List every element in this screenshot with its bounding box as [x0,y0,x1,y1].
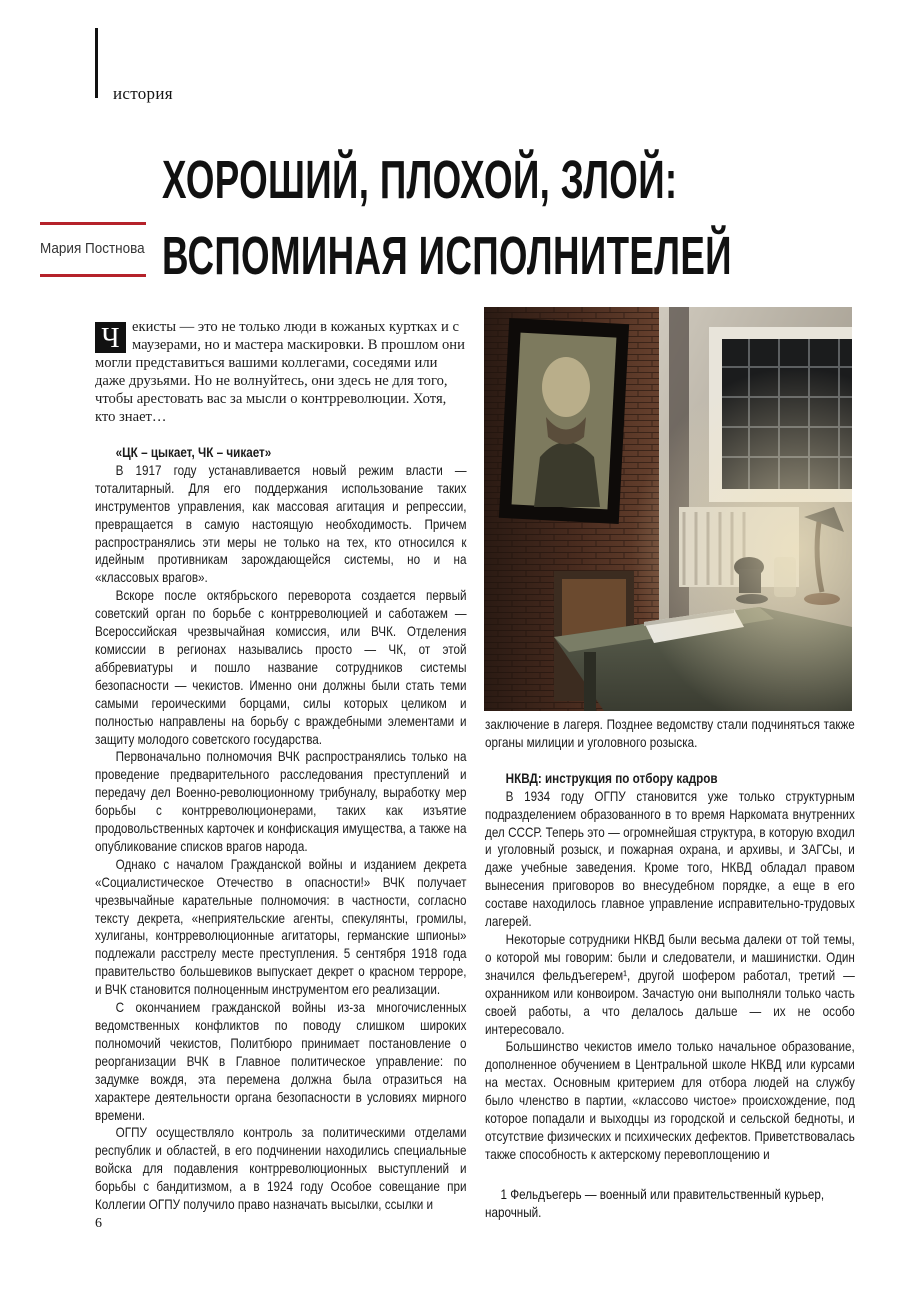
author-bottom-rule [40,274,146,277]
interrogation-room-photo [484,307,852,711]
paragraph: Однако с началом Гражданской войны и изданием декрета «Социалистическое Отечество в опасности!» ВЧК получает чрезвычайные карательные полномочия: в частности, согласно тексту декрета, «неприятельские агенты, спекулянты, громилы, хулиганы, контрреволюционные агитаторы, германские шпионы» подлежали расстрелу месте преступления. 5 сентября 1918 года правительство большевиков выпускает декрет о красном терроре, и ВЧК становится полноценным инструментом его реализации. [95,856,467,998]
section-label: история [113,84,173,103]
paragraph: С окончанием гражданской войны из-за многочисленных ведомственных конфликтов по поводу слишком широких полномочий чекистов, Политбюро принимает постановление о реорганизации ВЧК в Главное политическое управление: по задумке вождя, эта перемена должна была отразиться на характере деятельности органа безопасности в условиях мирного времени. [95,1000,467,1123]
photo-illustration [484,307,852,711]
paragraph: заключение в лагеря. Позднее ведомству стали подчиняться также органы милиции и уголовного розыска. [485,717,855,750]
subheading-cheka: «ЦК – цыкает, ЧК – чикает» [115,445,272,460]
footnote [485,1186,855,1222]
paragraph: Большинство чекистов имело только начальное образование, дополненное обучением в Центральной школе НКВД или курсами на местах. Основным критерием для отбора людей на службу было членство в партии, «классово чистое» происхождение, под которое попадали и выходцы из городской и сельской бедноты, и отсутствие физических и психических дефектов. Приветствовалась также способность к актерскому перевоплощению и [485,1039,855,1162]
author-top-rule [40,222,146,225]
paragraph: Вскоре после октябрьского переворота создается первый советский орган по борьбе с контрреволюцией и саботажем — Всероссийская чрезвычайная комиссия, или ВЧК. Отделения комиссии в регионах назывались просто — ЧК, от этой аббревиатуры и пошло название сотрудников системы безопасности — чекистов. Именно они должны были стать теми самыми героическими борцами, силы которых целиком и полностью направлены на борьбу с враждебными элементами и защиту молодого советского государства. [95,588,467,747]
paragraph: Некоторые сотрудники НКВД были весьма далеки от той темы, о которой мы говорим: были и следователи, и машинистки. Один значился фельдъегерем¹, другой шофером работал, третий — охранником или конвоиром. Зачастую они выполняли только часть своей работы, а что делалось дальше — их не особо интересовало. [485,931,855,1037]
lead-text: екисты — это не только люди в кожаных куртках и с маузерами, но и мастера маскировки. В прошлом они могли представиться вашими коллегами, соседями или даже друзьями. Но не волнуйтесь, они здесь не для того, чтобы арестовать вас за мысли о контрреволюции. Хотя, кто знает… [95,319,465,425]
lead-paragraph [95,318,467,426]
section-marker-bar [95,28,98,98]
subheading-nkvd: НКВД: инструкция по отбору кадров [505,770,718,786]
paragraph: В 1934 году ОГПУ становится уже только структурным подразделением образованного в то время Наркомата внутренних дел СССР. Теперь это — огромнейшая структура, в которую входил и уголовный розыск, и пожарная охрана, и архивы, и ЗАГСы, и даже учебные заведения. Кроме того, НКВД обладал правом вынесения приговоров во внесудебном порядке, а еще в его составе находилось главное управление исправительно-трудовых лагерей. [485,788,855,930]
paragraph: Первоначально полномочия ВЧК распространялись только на проведение предварительного расследования преступлений и передачу дел Военно-революционному трибуналу, выработку мер борьбы с контрреволюционерами, таких как изъятие продовольственных карточек и конфискация имущества, а также на опубликование списков врагов народа. [95,749,467,854]
left-text-column [95,444,467,1214]
paragraph: В 1917 году устанавливается новый режим власти — тоталитарный. Для его поддержания использование таких инструментов управления, как массовая агитация и репрессии, превращается в самую настоящую необходимость. Причем распространялись эти меры не только на тех, кто относился к идейным противникам зарождающейся системы, но и на «классовых врагов». [95,462,467,586]
paragraph: ОГПУ осуществляло контроль за политическими отделами республик и областей, в его подчинении находились специальные войска для подавления контрреволюционных выступлений и борьбы с бандитизмом, а в 1924 году Особое совещание при Коллегии ОГПУ получило право назначать высылки, ссылки и [95,1125,467,1213]
right-text-column [485,716,855,1164]
headline-line-2: ВСПОМИНАЯ ИСПОЛНИТЕЛЕЙ [162,226,732,286]
page-number: 6 [95,1216,102,1231]
footnote-text: 1 Фельдъегерь — военный или правительственный курьер, нарочный. [485,1187,825,1220]
author-name: Мария Постнова [40,240,145,257]
headline-line-1: ХОРОШИЙ, ПЛОХОЙ, ЗЛОЙ: [162,150,678,210]
drop-cap: Ч [95,322,126,353]
